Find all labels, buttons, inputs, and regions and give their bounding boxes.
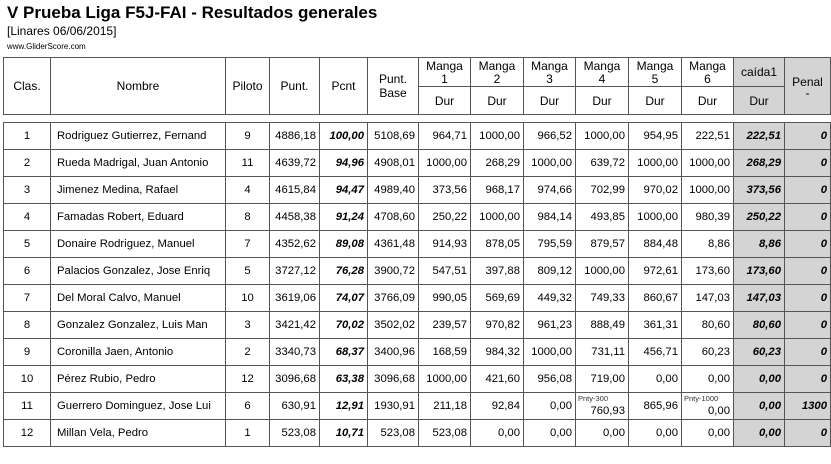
penalty-note: Pnty-300 xyxy=(578,394,609,403)
punt-cell: 4886,18 xyxy=(270,123,320,150)
penal-cell: 0 xyxy=(785,258,831,285)
nombre-cell: Rueda Madrigal, Juan Antonio xyxy=(51,150,226,177)
manga-6-cell: 80,60 xyxy=(682,312,734,339)
nombre-cell: Coronilla Jaen, Antonio xyxy=(51,339,226,366)
punt-cell: 4458,38 xyxy=(270,204,320,231)
table-row xyxy=(4,123,831,150)
punt-base-cell: 3766,09 xyxy=(368,285,419,312)
nombre-cell: Donaire Rodriguez, Manuel xyxy=(51,231,226,258)
caida-cell: 147,03 xyxy=(734,285,785,312)
table-row xyxy=(4,177,831,204)
manga-1-cell: 373,56 xyxy=(419,177,471,204)
manga-value: 760,93 xyxy=(590,405,625,417)
table-row xyxy=(4,420,831,447)
caida-cell: 8,86 xyxy=(734,231,785,258)
manga-4-cell xyxy=(576,393,629,420)
table-row xyxy=(4,258,831,285)
punt-base-cell: 1930,91 xyxy=(368,393,419,420)
manga-1-cell: 168,59 xyxy=(419,339,471,366)
pcnt-cell: 76,28 xyxy=(320,258,368,285)
header-manga-4: Manga 4 xyxy=(576,58,629,87)
manga-5-cell: 865,96 xyxy=(629,393,682,420)
penal-cell: 1300 xyxy=(785,393,831,420)
manga-2-cell: 1000,00 xyxy=(471,204,524,231)
manga-6-cell: 980,39 xyxy=(682,204,734,231)
manga-5-cell: 972,61 xyxy=(629,258,682,285)
header-manga-6: Manga 6 xyxy=(682,58,734,87)
caida-cell: 0,00 xyxy=(734,393,785,420)
clas-cell: 9 xyxy=(4,339,51,366)
clas-cell: 11 xyxy=(4,393,51,420)
manga-3-cell: 974,66 xyxy=(524,177,576,204)
punt-base-cell: 4908,01 xyxy=(368,150,419,177)
manga-5-cell: 1000,00 xyxy=(629,204,682,231)
manga-1-cell: 1000,00 xyxy=(419,366,471,393)
punt-base-cell: 4708,60 xyxy=(368,204,419,231)
punt-base-cell: 523,08 xyxy=(368,420,419,447)
manga-6-cell: 0,00 xyxy=(682,420,734,447)
manga-2-cell: 421,60 xyxy=(471,366,524,393)
header-manga-1: Manga 1 xyxy=(419,58,471,87)
header-punt-base: Punt. Base xyxy=(368,58,419,115)
manga-3-cell: 809,12 xyxy=(524,258,576,285)
header-piloto: Piloto xyxy=(226,58,270,115)
nombre-cell: Rodriguez Gutierrez, Fernand xyxy=(51,123,226,150)
table-row xyxy=(4,393,831,420)
manga-5-cell: 361,31 xyxy=(629,312,682,339)
manga-1-cell: 990,05 xyxy=(419,285,471,312)
manga-2-cell: 970,82 xyxy=(471,312,524,339)
punt-base-cell: 5108,69 xyxy=(368,123,419,150)
caida-cell: 222,51 xyxy=(734,123,785,150)
nombre-cell: Del Moral Calvo, Manuel xyxy=(51,285,226,312)
nombre-cell: Famadas Robert, Eduard xyxy=(51,204,226,231)
manga-3-cell: 0,00 xyxy=(524,393,576,420)
manga-5-cell: 954,95 xyxy=(629,123,682,150)
manga-1-cell: 1000,00 xyxy=(419,150,471,177)
header-pcnt: Pcnt xyxy=(320,58,368,115)
manga-1-cell: 239,57 xyxy=(419,312,471,339)
penal-cell: 0 xyxy=(785,420,831,447)
caida-cell: 60,23 xyxy=(734,339,785,366)
manga-6-cell xyxy=(682,393,734,420)
header-dur: Dur xyxy=(524,87,576,115)
header-caida: caída1 xyxy=(734,58,785,87)
punt-cell: 4352,62 xyxy=(270,231,320,258)
caida-cell: 0,00 xyxy=(734,366,785,393)
table-row xyxy=(4,231,831,258)
punt-base-cell: 3096,68 xyxy=(368,366,419,393)
table-row xyxy=(4,366,831,393)
table-row xyxy=(4,285,831,312)
punt-base-cell: 3502,02 xyxy=(368,312,419,339)
manga-2-cell: 984,32 xyxy=(471,339,524,366)
manga-6-cell: 1000,00 xyxy=(682,150,734,177)
piloto-cell: 3 xyxy=(226,312,270,339)
penal-cell: 0 xyxy=(785,312,831,339)
piloto-cell: 6 xyxy=(226,393,270,420)
pcnt-cell: 94,96 xyxy=(320,150,368,177)
punt-cell: 3727,12 xyxy=(270,258,320,285)
manga-4-cell: 719,00 xyxy=(576,366,629,393)
header-nombre: Nombre xyxy=(51,58,226,115)
manga-2-cell: 569,69 xyxy=(471,285,524,312)
punt-base-cell: 3400,96 xyxy=(368,339,419,366)
pcnt-cell: 70,02 xyxy=(320,312,368,339)
manga-4-cell: 1000,00 xyxy=(576,258,629,285)
manga-4-cell: 639,72 xyxy=(576,150,629,177)
penal-cell: 0 xyxy=(785,204,831,231)
manga-6-cell: 1000,00 xyxy=(682,177,734,204)
manga-value: 0,00 xyxy=(708,405,730,417)
pcnt-cell: 89,08 xyxy=(320,231,368,258)
header-dur: Dur xyxy=(576,87,629,115)
clas-cell: 1 xyxy=(4,123,51,150)
clas-cell: 7 xyxy=(4,285,51,312)
caida-cell: 373,56 xyxy=(734,177,785,204)
manga-4-cell: 702,99 xyxy=(576,177,629,204)
manga-3-cell: 449,32 xyxy=(524,285,576,312)
pcnt-cell: 74,07 xyxy=(320,285,368,312)
manga-3-cell: 966,52 xyxy=(524,123,576,150)
punt-cell: 3619,06 xyxy=(270,285,320,312)
punt-cell: 3421,42 xyxy=(270,312,320,339)
caida-cell: 268,29 xyxy=(734,150,785,177)
manga-2-cell: 1000,00 xyxy=(471,123,524,150)
piloto-cell: 5 xyxy=(226,258,270,285)
manga-3-cell: 984,14 xyxy=(524,204,576,231)
nombre-cell: Gonzalez Gonzalez, Luis Man xyxy=(51,312,226,339)
manga-5-cell: 884,48 xyxy=(629,231,682,258)
site-credit: www.GliderScore.com xyxy=(7,42,86,51)
header-punt: Punt. xyxy=(270,58,320,115)
clas-cell: 12 xyxy=(4,420,51,447)
header-dur: Dur xyxy=(682,87,734,115)
header-spacer xyxy=(4,115,831,123)
table-row xyxy=(4,150,831,177)
manga-4-cell: 493,85 xyxy=(576,204,629,231)
clas-cell: 10 xyxy=(4,366,51,393)
pcnt-cell: 94,47 xyxy=(320,177,368,204)
manga-2-cell: 878,05 xyxy=(471,231,524,258)
nombre-cell: Palacios Gonzalez, Jose Enriq xyxy=(51,258,226,285)
clas-cell: 8 xyxy=(4,312,51,339)
piloto-cell: 12 xyxy=(226,366,270,393)
manga-3-cell: 795,59 xyxy=(524,231,576,258)
manga-6-cell: 0,00 xyxy=(682,366,734,393)
nombre-cell: Pérez Rubio, Pedro xyxy=(51,366,226,393)
manga-3-cell: 1000,00 xyxy=(524,150,576,177)
manga-1-cell: 964,71 xyxy=(419,123,471,150)
header-manga-2: Manga 2 xyxy=(471,58,524,87)
caida-cell: 173,60 xyxy=(734,258,785,285)
page-title: V Prueba Liga F5J-FAI - Resultados generales xyxy=(7,3,378,22)
clas-cell: 6 xyxy=(4,258,51,285)
manga-4-cell: 749,33 xyxy=(576,285,629,312)
manga-5-cell: 860,67 xyxy=(629,285,682,312)
manga-4-cell: 731,11 xyxy=(576,339,629,366)
header-manga-5: Manga 5 xyxy=(629,58,682,87)
manga-4-cell: 888,49 xyxy=(576,312,629,339)
clas-cell: 3 xyxy=(4,177,51,204)
manga-5-cell: 456,71 xyxy=(629,339,682,366)
pcnt-cell: 100,00 xyxy=(320,123,368,150)
table-row xyxy=(4,339,831,366)
piloto-cell: 11 xyxy=(226,150,270,177)
manga-5-cell: 0,00 xyxy=(629,366,682,393)
header-manga-3: Manga 3 xyxy=(524,58,576,87)
manga-3-cell: 956,08 xyxy=(524,366,576,393)
punt-base-cell: 4989,40 xyxy=(368,177,419,204)
clas-cell: 4 xyxy=(4,204,51,231)
clas-cell: 2 xyxy=(4,150,51,177)
nombre-cell: Guerrero Dominguez, Jose Lui xyxy=(51,393,226,420)
pcnt-cell: 68,37 xyxy=(320,339,368,366)
pcnt-cell: 10,71 xyxy=(320,420,368,447)
manga-4-cell: 1000,00 xyxy=(576,123,629,150)
caida-cell: 80,60 xyxy=(734,312,785,339)
piloto-cell: 4 xyxy=(226,177,270,204)
punt-cell: 3340,73 xyxy=(270,339,320,366)
header-dur: Dur xyxy=(419,87,471,115)
manga-5-cell: 970,02 xyxy=(629,177,682,204)
manga-4-cell: 879,57 xyxy=(576,231,629,258)
manga-2-cell: 0,00 xyxy=(471,420,524,447)
piloto-cell: 2 xyxy=(226,339,270,366)
penal-cell: 0 xyxy=(785,177,831,204)
manga-6-cell: 60,23 xyxy=(682,339,734,366)
nombre-cell: Jimenez Medina, Rafael xyxy=(51,177,226,204)
penal-cell: 0 xyxy=(785,339,831,366)
penal-cell: 0 xyxy=(785,285,831,312)
clas-cell: 5 xyxy=(4,231,51,258)
caida-cell: 0,00 xyxy=(734,420,785,447)
manga-1-cell: 523,08 xyxy=(419,420,471,447)
manga-2-cell: 268,29 xyxy=(471,150,524,177)
piloto-cell: 9 xyxy=(226,123,270,150)
results-body xyxy=(4,115,831,447)
manga-1-cell: 250,22 xyxy=(419,204,471,231)
penal-cell: 0 xyxy=(785,123,831,150)
punt-cell: 3096,68 xyxy=(270,366,320,393)
table-row xyxy=(4,312,831,339)
manga-6-cell: 8,86 xyxy=(682,231,734,258)
manga-5-cell: 0,00 xyxy=(629,420,682,447)
manga-2-cell: 397,88 xyxy=(471,258,524,285)
header-clas: Clas. xyxy=(4,58,51,115)
nombre-cell: Millan Vela, Pedro xyxy=(51,420,226,447)
penalty-note: Pnty-1000 xyxy=(684,394,719,403)
header-penal: Penal - xyxy=(785,58,831,115)
manga-2-cell: 92,84 xyxy=(471,393,524,420)
penal-cell: 0 xyxy=(785,150,831,177)
manga-3-cell: 1000,00 xyxy=(524,339,576,366)
punt-cell: 630,91 xyxy=(270,393,320,420)
manga-5-cell: 1000,00 xyxy=(629,150,682,177)
manga-1-cell: 547,51 xyxy=(419,258,471,285)
manga-1-cell: 211,18 xyxy=(419,393,471,420)
piloto-cell: 7 xyxy=(226,231,270,258)
manga-6-cell: 222,51 xyxy=(682,123,734,150)
punt-cell: 523,08 xyxy=(270,420,320,447)
table-row xyxy=(4,204,831,231)
punt-base-cell: 3900,72 xyxy=(368,258,419,285)
pcnt-cell: 91,24 xyxy=(320,204,368,231)
manga-2-cell: 968,17 xyxy=(471,177,524,204)
piloto-cell: 8 xyxy=(226,204,270,231)
manga-4-cell: 0,00 xyxy=(576,420,629,447)
results-table xyxy=(3,57,831,447)
manga-1-cell: 914,93 xyxy=(419,231,471,258)
penal-cell: 0 xyxy=(785,366,831,393)
manga-3-cell: 0,00 xyxy=(524,420,576,447)
pcnt-cell: 63,38 xyxy=(320,366,368,393)
header-dur: Dur xyxy=(471,87,524,115)
punt-cell: 4639,72 xyxy=(270,150,320,177)
pcnt-cell: 12,91 xyxy=(320,393,368,420)
manga-6-cell: 147,03 xyxy=(682,285,734,312)
punt-base-cell: 4361,48 xyxy=(368,231,419,258)
piloto-cell: 10 xyxy=(226,285,270,312)
piloto-cell: 1 xyxy=(226,420,270,447)
caida-cell: 250,22 xyxy=(734,204,785,231)
punt-cell: 4615,84 xyxy=(270,177,320,204)
penal-cell: 0 xyxy=(785,231,831,258)
header-dur: Dur xyxy=(629,87,682,115)
event-subtitle: [Linares 06/06/2015] xyxy=(7,24,117,38)
header-dur: Dur xyxy=(734,87,785,115)
manga-3-cell: 961,23 xyxy=(524,312,576,339)
manga-6-cell: 173,60 xyxy=(682,258,734,285)
